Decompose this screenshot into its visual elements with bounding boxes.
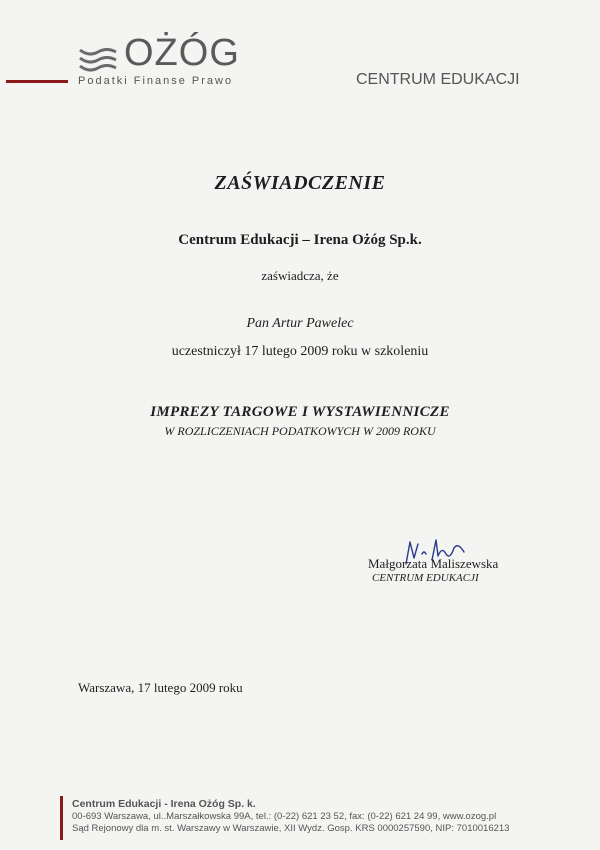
department-header: CENTRUM EDUKACJI (356, 71, 520, 88)
brand-tagline: Podatki Finanse Prawo (78, 75, 234, 87)
course-subtitle: W ROZLICZENIACH PODATKOWYCH W 2009 ROKU (164, 424, 436, 438)
logo-waves-icon (78, 44, 118, 74)
attendance-text: uczestniczył 17 lutego 2009 roku w szkoleniu (171, 344, 429, 359)
issuer-name: Centrum Edukacji – Irena Ożóg Sp.k. (178, 232, 422, 248)
footer-company: Centrum Edukacji - Irena Ożóg Sp. k. (72, 798, 256, 810)
participant-name: Pan Artur Pawelec (246, 316, 354, 331)
certificate-title: ZAŚWIADCZENIE (214, 172, 386, 194)
place-and-date: Warszawa, 17 lutego 2009 roku (78, 680, 243, 695)
course-title: IMPREZY TARGOWE I WYSTAWIENNICZE (150, 404, 450, 420)
signer-department: CENTRUM EDUKACJI (372, 572, 479, 584)
brand-name: OŻÓG (124, 32, 240, 74)
footer-address: 00-693 Warszawa, ul..Marszałkowska 99A, tel.: (0-22) 621 23 52, fax: (0-22) 621 24 99, www.ozog.pl (72, 811, 497, 822)
signer-name: Małgorzata Maliszewska (368, 556, 499, 571)
certifies-text: zaświadcza, że (261, 268, 339, 283)
brand-accent-bar (6, 80, 68, 83)
footer-accent-bar (60, 796, 63, 840)
footer-registry: Sąd Rejonowy dla m. st. Warszawy w Warszawie, XII Wydz. Gosp. KRS 0000257590, NIP: 7010016213 (72, 823, 510, 834)
